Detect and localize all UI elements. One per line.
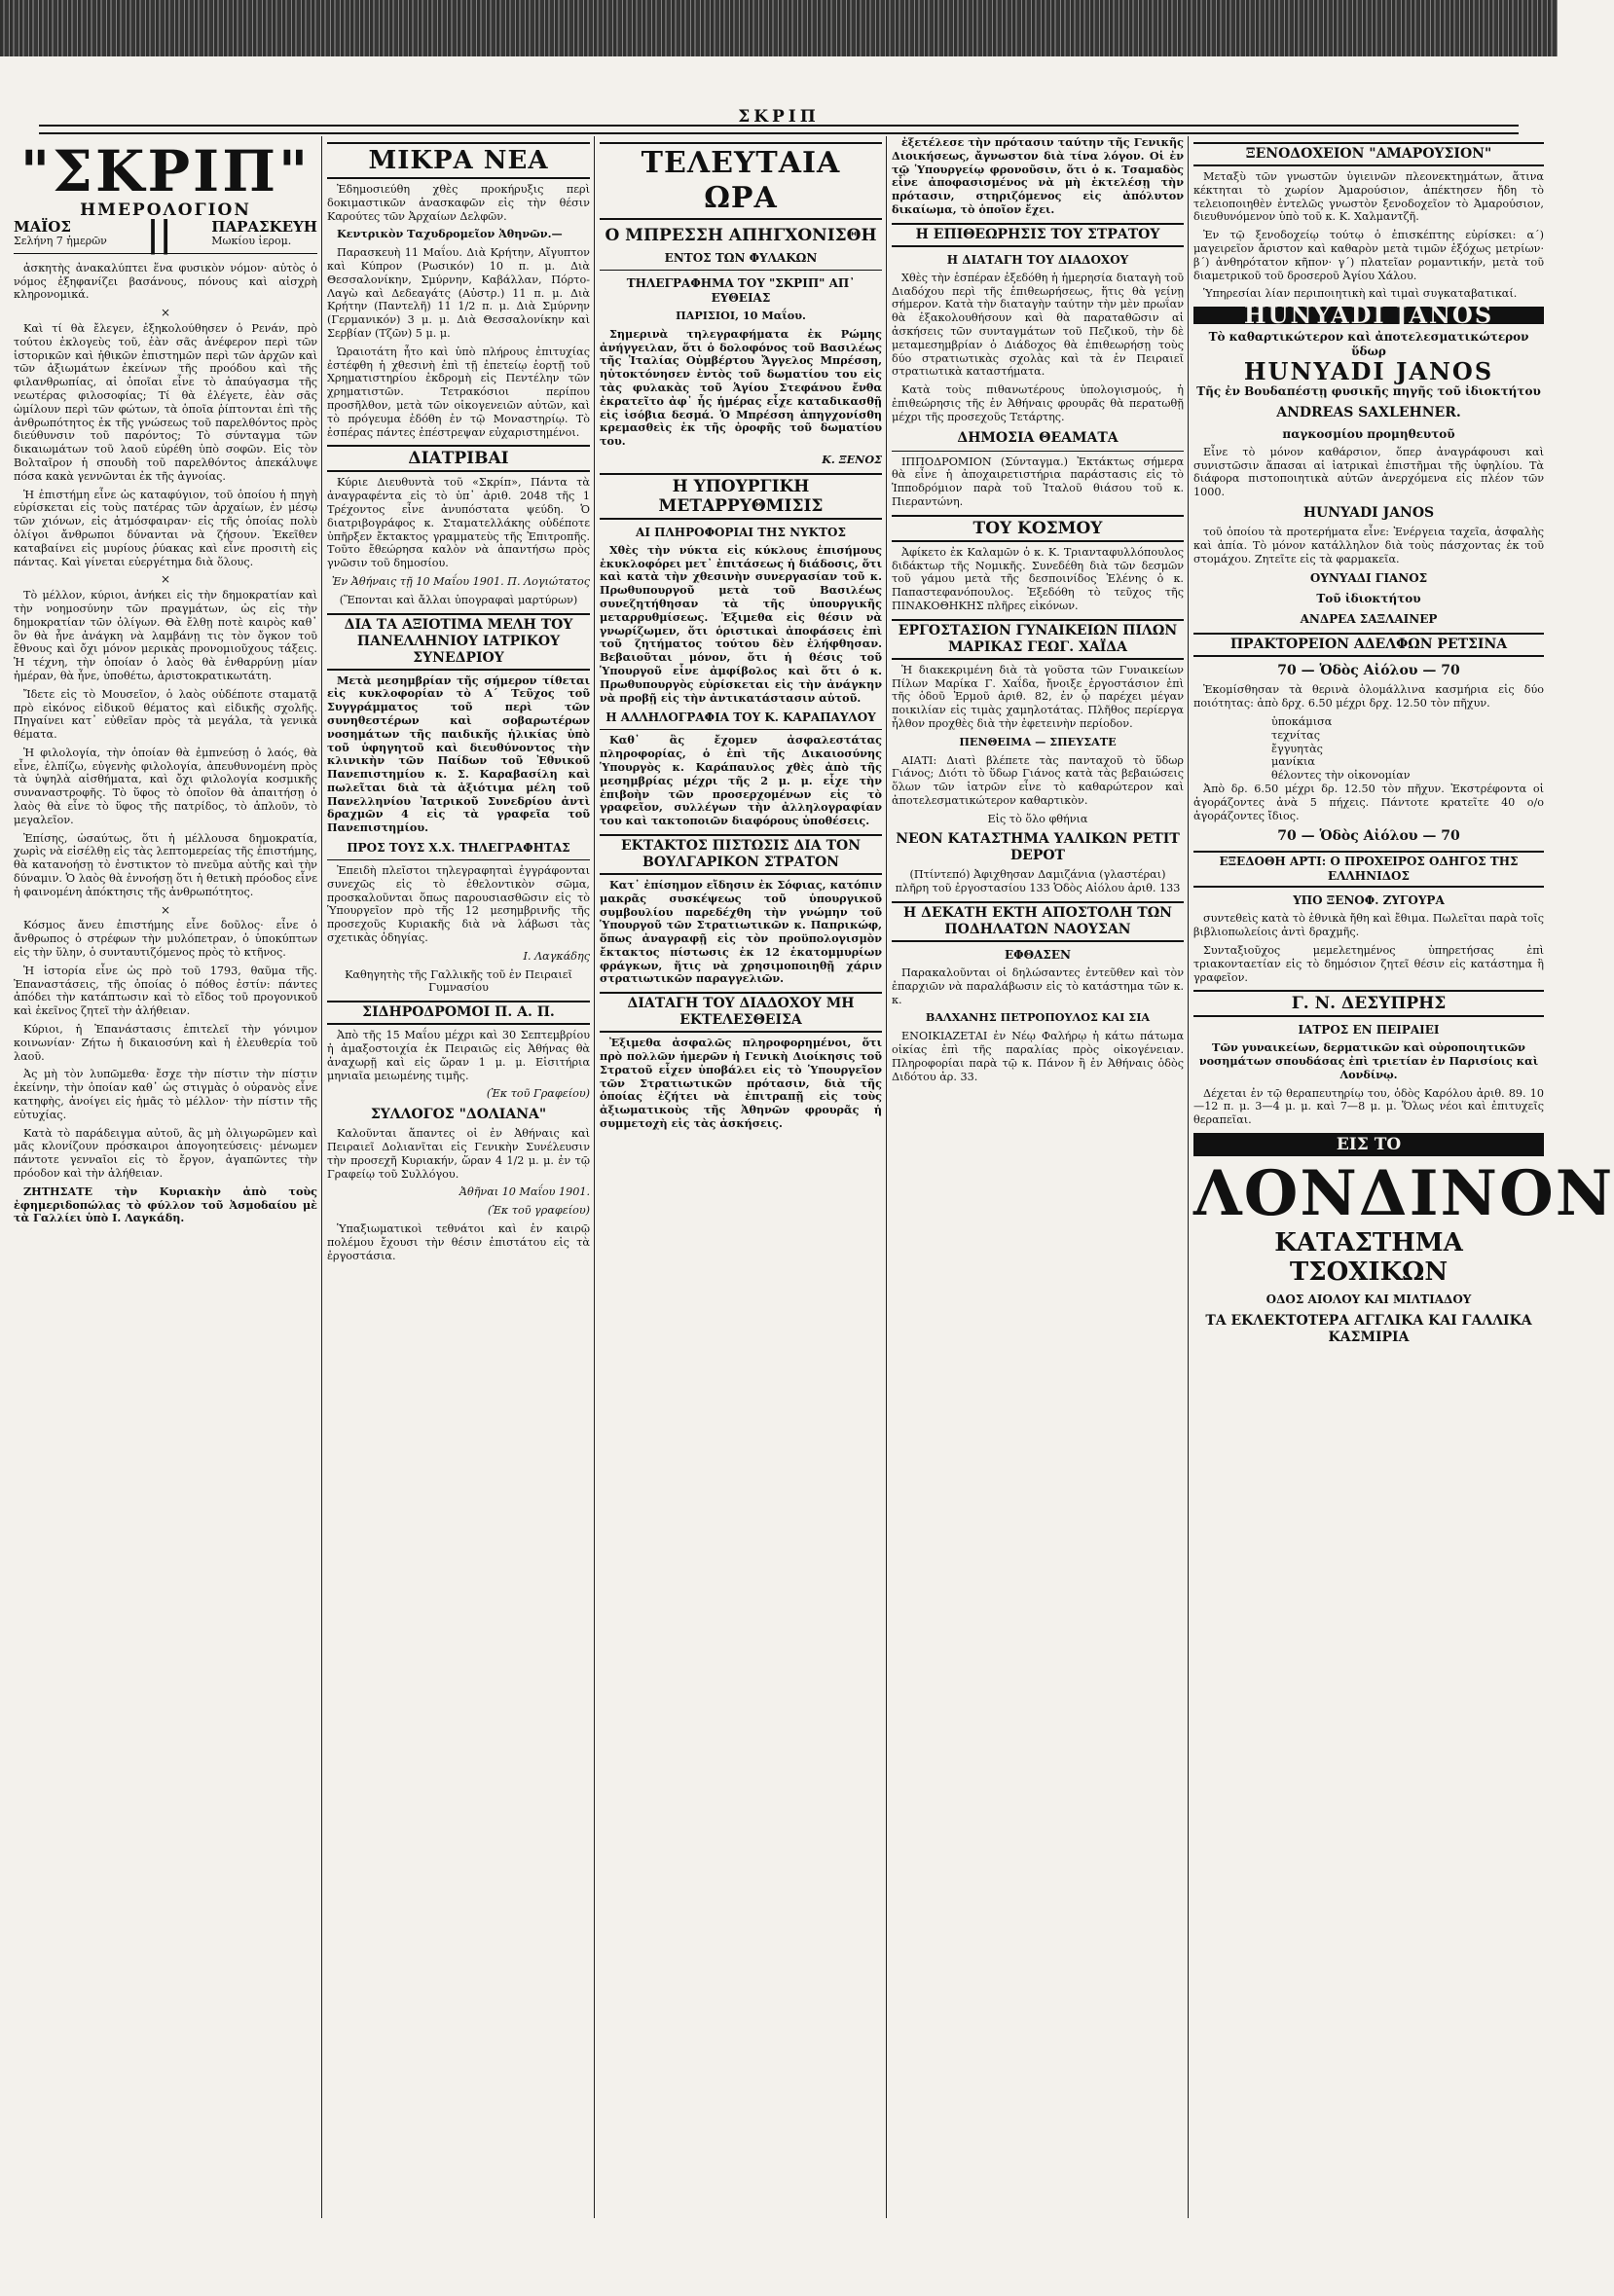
- ad-body: Ὑπηρεσίαι λίαν περιποιητικὴ καὶ τιμαὶ συγκαταβατικαί.: [1203, 287, 1518, 301]
- article-body: Ἀφίκετο ἐκ Καλαμῶν ὁ κ. Κ. Τριανταφυλλόπουλος διδάκτωρ τῆς Νομικῆς. Συνεδέθη διὰ τῶν δεσμῶν τοῦ γάμου μετὰ τῆς δεσποινίδος Ἑλένης ὁ κ. Παπαστεφανόπουλος. Ἐξεδόθη τὸ τεῦχος τῆς ΠΙΝΑΚΟΘΗΚΗΣ πλῆρες εἰκόνων.: [892, 545, 1184, 612]
- page-label: ΣΚΡΙΠ: [738, 107, 820, 127]
- article-paragraph: Ἡ ἐπιστήμη εἶνε ὡς καταφύγιον, τοῦ ὁποίου ἡ πηγὴ εὑρίσκεται εἰς τοὺς πατέρας τῶν ἀρχαίων, ἐν μέσῳ τῶν χιόνων, εἰς ἀτμόσφαιραν· εἰς τῆς ὁποίας πολὺ ὀλίγοι ἄνθρωποι δύνανται νὰ ζήσουν. Ἐκεῖθεν καταβαίνει εἰς μυρίους ῥύακας καὶ εἶνε προσιτὴ εἰς πάντας. Καὶ γίνεται εὐεργέτημα διὰ ὅλους.: [14, 488, 317, 568]
- column-5: [1193, 136, 1614, 2228]
- headline: Η ΕΠΙΘΕΩΡΗΣΙΣ ΤΟΥ ΣΤΡΑΤΟΥ: [892, 223, 1184, 247]
- article-paragraph: Κύριοι, ἡ Ἐπανάστασις ἐπιτελεῖ τὴν γόνιμον κοινωνίαν· Ζήτω ἡ δικαιοσύνη καὶ ἡ ἐλευθερία τοῦ λαοῦ.: [14, 1023, 317, 1063]
- headline: Ο ΜΠΡΕΣΣΗ ΑΠΗΓΧΟΝΙΣΘΗ: [605, 226, 877, 245]
- almanac-day-number: ||: [146, 213, 172, 255]
- ad-body: Ἐν τῷ ξενοδοχείῳ τούτῳ ὁ ἐπισκέπτης εὑρίσκει: α´) μαγειρεῖον ἄριστον καὶ καθαρὸν μετὰ τιμῶν ἐξόχως μετρίων· β´) ἀνθηρότατον κῆπον· γ´) πλατεῖαν ρομαντικήν, μετὰ τοῦ διαμετρικοῦ τοῦ δροσεροῦ Ἀγίου Χάλου.: [1193, 229, 1544, 282]
- headline: ΕΡΓΟΣΤΑΣΙΟΝ ΓΥΝΑΙΚΕΙΩΝ ΠΙΛΩΝ ΜΑΡΙΚΑΣ ΓΕΩΓ. ΧΑΪΔΑ: [892, 619, 1184, 660]
- section-divider: ×: [160, 306, 171, 320]
- news-item: Ἀπὸ τῆς 15 Μαΐου μέχρι καὶ 30 Σεπτεμβρίου ἡ ἀμαξοστοιχία ἐκ Πειραιῶς εἰς Ἀθήνας θὰ ἀναχωρῇ καὶ εἰς ὥραν 1 μ. μ. Εἰσιτήρια μηνιαῖα μειωμένης τιμῆς.: [327, 1029, 590, 1082]
- signature: (Ἐκ τοῦ Γραφείου): [486, 1087, 590, 1101]
- ad-headline: HUNYADI JANOS: [1193, 307, 1544, 324]
- article-paragraph: Κόσμος ἄνευ ἐπιστήμης εἶνε δοῦλος· εἶνε ὁ ἄνθρωπος ὁ στρέφων τὴν μυλόπετραν, ὁ ὑποκύπτων εἰς τὴν ὕλην, ὁ συνταυτιζόμενος πρὸς τὸ κτῆνος.: [14, 919, 317, 960]
- signature: (Ἐκ τοῦ γραφείου): [487, 1204, 590, 1218]
- section-title: ΠΡΟΣ ΤΟΥΣ Χ.Χ. ΤΗΛΕΓΡΑΦΗΤΑΣ: [327, 841, 590, 860]
- ad-body: Δέχεται ἐν τῷ θεραπευτηρίῳ του, ὁδὸς Καρόλου ἀριθ. 89. 10—12 π. μ. 3—4 μ. μ. καὶ 7—8 μ. μ. Ὅλως νέοι καὶ ἐπιτυχεῖς θεραπεῖαι.: [1193, 1086, 1544, 1127]
- ad-signature: Τοῦ ἰδιοκτήτου: [1316, 592, 1421, 606]
- calendar-heading: ΗΜΕΡΟΛΟΓΙΟΝ: [80, 200, 251, 220]
- news-item: Ἐπειδὴ πλεῖστοι τηλεγραφηταὶ ἐγγράφονται συνεχῶς εἰς τὸ ἐθελοντικὸν σῶμα, προσκαλοῦνται ὅπως παρουσιασθῶσιν εἰς τὸ Ὑπουργεῖον πρὸ τῆς 12 μεσημβρινῆς τῆς προσεχοῦς Κυριακῆς διὰ νὰ λάβωσι τὰς σχετικὰς ὁδηγίας.: [327, 864, 590, 945]
- section-title: ΔΙΑ ΤΑ ΑΞΙΟΤΙΜΑ ΜΕΛΗ ΤΟΥ ΠΑΝΕΛΛΗΝΙΟΥ ΙΑΤΡΙΚΟΥ ΣΥΝΕΔΡΙΟΥ: [327, 613, 590, 671]
- ad-subheadline: ΕΦΘΑΣΕΝ: [1005, 948, 1071, 963]
- headline: ΔΙΑΤΑΓΗ ΤΟΥ ΔΙΑΔΟΧΟΥ ΜΗ ΕΚΤΕΛΕΣΘΕΙΣΑ: [600, 992, 882, 1033]
- signature: Ι. Λαγκάδης: [523, 949, 590, 963]
- ad-address: 70 — Ὁδὸς Αἰόλου — 70: [1277, 663, 1460, 679]
- ad-headline: HUNYADI JANOS: [1302, 504, 1435, 521]
- article-paragraph: Κατὰ τὸ παράδειγμα αὐτοῦ, ἂς μὴ ὀλιγωρῶμεν καὶ μᾶς κλονίζουν πρόσκαιροι ἀπογοητεύσεις· μένωμεν πάντοτε γενναῖοι εἰς τὸ ἔργον, ἀγαπῶντες τὴν πρόοδον καὶ τὴν ἀλήθειαν.: [14, 1126, 317, 1180]
- news-item: Κύριε Διευθυντὰ τοῦ «Σκρίπ», Πάντα τὰ ἀναγραφέντα εἰς τὸ ὑπ᾽ ἀριθ. 2048 τῆς 1 Τρέχοντος εἶνε ἀνυπόστατα ψεύδη. Ὁ διατριβογράφος κ. Σταματελλάκης οὐδέποτε ὑπῆρξεν ἔκτακτος γραμματεὺς τῆς Ἐπιτροπῆς. Τοῦτο ἔθεώρησα καλὸν νὰ ἀπαντήσω πρὸς γνῶσιν τοῦ δημοσίου.: [327, 476, 590, 570]
- ad-body: (Πτίντεπό) Ἀφιχθησαν Δαμιζάνια (γλαστέραι) πλῆρη τοῦ ἐργοστασίου 133 Ὁδὸς Αἰόλου ἀριθ. 133: [895, 868, 1181, 895]
- ad-headline: Γ. Ν. ΔΕΣΥΠΡΗΣ: [1193, 990, 1544, 1017]
- ad-intro: Εἰς τὸ ὅλο φθήνια: [987, 812, 1088, 825]
- ad-signature: ΟΥΝΥΑΔΙ ΓΙΑΝΟΣ: [1309, 571, 1428, 586]
- subheadline: ΕΝΤΟΣ ΤΩΝ ΦΥΛΑΚΩΝ: [600, 251, 882, 271]
- article-body: ΑΙΑΤΙ: Διατὶ βλέπετε τὰς πανταχοῦ τὸ ὕδωρ Γιάνος; Διότι τὸ ὕδωρ Γιάνος κατὰ τὰς βεβαιώσεις ὅλων τῶν ἰατρῶν εἶνε τὸ καθαρώτερον καὶ ἀποτελεσματικώτερον καθαρτικὸν.: [892, 753, 1184, 807]
- ad-owner: ANDREAS SAXLEHNER.: [1276, 404, 1461, 420]
- ad-body: Εἶνε τὸ μόνον καθάρσιον, ὅπερ ἀναγράφουσι καὶ συνιστῶσιν ἅπασαι αἱ ἰατρικαὶ ἐπιστῆμαι τῆς ὑφηλίου. Τὰ διάφορα πιστοποιητικὰ αὐτῶν ἀνερχόμενα εἰς πλέον τῶν 1000.: [1193, 445, 1544, 499]
- ad-tagline: ΒΑΛΧΑΝΗΣ ΠΕΤΡΟΠΟΥΛΟΣ ΚΑΙ ΣΙΑ: [925, 1010, 1151, 1025]
- ad-body: ΕΝΟΙΚΙΑΖΕΤΑΙ ἐν Νέῳ Φαλήρῳ ἡ κάτω πάτωμα οἰκίας ἐπὶ τῆς παραλίας πρὸς οἰκογένειαν. Πληροφορίαι παρὰ τῷ κ. Πάνον ἢ ἐν Ἀθήναις ὁδὸς Διδότου ἀρ. 33.: [892, 1030, 1184, 1083]
- ad-body: Παρακαλοῦνται οἱ δηλώσαντες ἐντεῦθεν καὶ τὸν ἐπαρχιῶν νὰ παραλάβωσιν εἰς τὸ κατάστημα τῶν κ. κ.: [892, 966, 1184, 1006]
- news-item: Ὑπαξιωματικοὶ τεθνάτοι καὶ ἐν καιρῷ πολέμου ἔχουσι τὴν θέσιν ἐπιστάτου εἰς τὰ ἐργοστάσια.: [327, 1222, 590, 1262]
- signature-note: (Ἕπονται καὶ ἄλλαι ὑπογραφαὶ μαρτύρων): [339, 593, 578, 606]
- ad-london-title: ΛΟΝΔΙΝΟΝ: [1193, 1157, 1614, 1231]
- section-divider: ×: [160, 572, 171, 587]
- ad-body: τοῦ ὁποίου τὰ προτερήματα εἶνε: Ἐνέργεια ταχεῖα, ἀσφαλὴς καὶ ἀπία. Τὸ μόνον κατάλληλον διὰ τοὺς πάσχοντας ἐκ τοῦ στομάχου. Ζητεῖτε εἰς τὰ φαρμακεῖα.: [1193, 525, 1544, 565]
- ad-headline: ΞΕΝΟΔΟΧΕΙΟΝ "ΑΜΑΡΟΥΣΙΟΝ": [1193, 142, 1544, 166]
- column-divider: [1188, 136, 1189, 2218]
- column-2: [327, 136, 590, 2228]
- ad-signature: ΑΝΔΡΕΑ ΣΑΞΛΑΙΝΕΡ: [1300, 612, 1438, 627]
- almanac-month: ΜΑΪΟΣ: [14, 218, 71, 236]
- ad-body: Ἐκομίσθησαν τὰ θερινὰ ὁλομάλλινα κασμήρια εἰς δύο ποιότητας: ἀπὸ δρχ. 6.50 μέχρι δρχ. 12.50 τὸν πῆχυν.: [1193, 683, 1544, 711]
- article-paragraph: ἀσκητὴς ἀνακαλύπτει ἕνα φυσικὸν νόμον· αὐτὸς ὁ νόμος ἐξηφανίζει βασάνους, πόνους καὶ αἰσχρὴ κληρονομικά.: [14, 261, 317, 302]
- headline: ΔΗΜΟΣΙΑ ΘΕΑΜΑΤΑ: [892, 430, 1184, 452]
- news-item: Παρασκευὴ 11 Μαΐου. Διὰ Κρήτην, Αἴγυπτον καὶ Κύπρον (Ρωσικόν) 10 π. μ. Διὰ Θεσσαλονίκην, Σμύρνην, Καβάλλαν, Πόρτο-Λαγὼ καὶ Δεδεαγάτς (Αὐστρ.) 11 π. μ. Διὰ Κρήτην (Παντελῆ) 11 1/2 π. μ. Διὰ Σμύρνην (Γερμανικόν) 3 μ. μ. Διὰ Θεσσαλονίκην καὶ Σερβίαν (Τζῶν) 5 μ. μ.: [327, 246, 590, 340]
- section-title: ΤΕΛΕΥΤΑΙΑ ΩΡΑ: [600, 142, 882, 220]
- ad-list-item: ἔγγυητὰς: [1271, 742, 1323, 755]
- article-body: Χθὲς τὴν ἑσπέραν ἐξεδόθη ἡ ἡμερησία διαταγὴ τοῦ Διαδόχου περὶ τῆς ἐπιθεωρήσεως, ἥτις θὰ γείνῃ σήμερον. Κατὰ τὴν διαταγὴν ταύτην τὴν μὲν πρωΐαν θὰ ἐξακολουθήσουν καὶ θὰ παραταθῶσιν αἱ ἀσκήσεις τῶν συνταγμάτων τοῦ Πεζικοῦ, τὴν δὲ μεταμεσημβρίαν ὁ Διάδοχος θὰ ἐπιθεωρήσῃ τοὺς δύο στρατιωτικὰς σχολὰς καὶ τὰ ἐν Πειραιεῖ στρατιωτικὰ καταστήματα.: [892, 271, 1184, 379]
- ad-headline: ΕΞΕΔΟΘΗ ΑΡΤΙ: Ο ΠΡΟΧΕΙΡΟΣ ΟΔΗΓΟΣ ΤΗΣ ΕΛΛΗΝΙΔΟΣ: [1193, 851, 1544, 888]
- ad-tagline: ΤΑ ΕΚΛΕΚΤΟΤΕΡΑ ΑΓΓΛΙΚΑ ΚΑΙ ΓΑΛΛΙΚΑ ΚΑΣΜΙΡΙΑ: [1205, 1313, 1532, 1346]
- ad-subheadline: ΙΑΤΡΟΣ ΕΝ ΠΕΙΡΑΙΕΙ: [1298, 1023, 1440, 1038]
- article-body: Κατ᾽ ἐπίσημον εἴδησιν ἐκ Σόφιας, κατόπιν μακρᾶς συσκέψεως τοῦ ὑπουργικοῦ συμβουλίου παρεδέχθη τὴν γνώμην τοῦ Ὑπουργοῦ τῶν Στρατιωτικῶν κ. Παπρικώφ, ὅπως ἀναγραφῇ εἰς τὸν προϋπολογισμὸν ἔκτακτος πίστωσις ἐκ 12 ἑκατομμυρίων φράγκων, ἥτις νὰ χρησιμοποιηθῇ χάριν στρατιωτικῶν παραγγελιῶν.: [600, 877, 882, 986]
- scan-top-band: [0, 0, 1558, 56]
- ad-body: Τῶν γυναικείων, δερματικῶν καὶ οὐροποιητικῶν νοσημάτων σπουδάσας ἐπὶ τριετίαν ἐν Παρισίοις καὶ Λονδίνῳ.: [1198, 1040, 1539, 1081]
- article-paragraph: Ἡ φιλολογία, τὴν ὁποίαν θὰ ἐμπνεύσῃ ὁ λαός, θὰ εἶνε, ἐλπίζω, εὐγενὴς φιλολογία, ἀπευθυνομένη πρὸς τὰ ὑψηλὰ αἰσθήματα, καὶ ὄχι φιλολογία κοσμικῆς συναναστροφῆς. Τὸ ὕφος τὸ ὁποῖον θὰ ἀπαιτήσῃ ὁ λαὸς θὰ εἶνε τὸ ὕφος τῆς πατρίδος, τὸ ἁπλοῦν, τὸ μεγαλεῖον.: [14, 746, 317, 826]
- ad-list-item: μανίκια: [1271, 755, 1315, 769]
- article-paragraph: Καὶ τί θὰ ἔλεγεν, ἐξηκολούθησεν ὁ Ρενάν, πρὸ τούτου ἐκλογεὺς τοῦ, ἐὰν σᾶς ἀνέφερον περὶ τῶν ἱστορικῶν καὶ ἠθικῶν ἐπιστημῶν περὶ τῶν ἀρχῶν καὶ τῶν ἀξιωμάτων ἐκείνων τῆς προόδου καὶ τῆς φιλανθρωπίας, αἱ ὁποῖαι εἶνε τὸ ἀπαύγασμα τῆς νεωτέρας φιλοσοφίας; Τί θὰ ἐλέγετε, ἐὰν σᾶς ὡμίλουν περὶ τῶν φώτων, τὰ ὁποῖα ῥίπτονται ἐπὶ τῆς ἀνθρωπότητος ἐκ τῆς γνώσεως τοῦ παρελθόντος πρὸς διεύθυνσιν τοῦ παρόντος; Τὸ σύνταγμα τῶν δικαιωμάτων τοῦ λαοῦ εὑρέθη ὑπὸ σοφῶν. Εἰς τὸν Βολταῖρον ἡ σπουδὴ τοῦ παρελθόντος ἀπεκάλυψε πόσα κακὰ γεννῶνται ἐκ τῆς ἀγνοίας.: [14, 321, 317, 483]
- news-item: Μετὰ μεσημβρίαν τῆς σήμερον τίθεται εἰς κυκλοφορίαν τὸ Α´ Τεῦχος τοῦ Συγγράμματος τοῦ περὶ τῶν συνηθεστέρων καὶ σοβαρωτέρων νοσημάτων τῆς παιδικῆς ἡλικίας ὑπὸ τοῦ ὑφηγητοῦ καὶ διευθύνοντος τὴν κλινικὴν τῶν Παίδων τοῦ Ἐθνικοῦ Πανεπιστημίου κ. Σ. Καραβασίλη καὶ πωλεῖται διὰ τὰ ἀξιότιμα μέλη τοῦ Πανελληνίου Ἰατρικοῦ Συνεδρίου ἀντὶ δραχμῶν 4 εἰς τὰ γραφεῖα τοῦ Πανεπιστημίου.: [327, 673, 590, 835]
- section-title: ΔΙΑΤΡΙΒΑΙ: [327, 445, 590, 472]
- news-item: Ὡραιοτάτη ἦτο καὶ ὑπὸ πλήρους ἐπιτυχίας ἐστέφθη ἡ χθεσινὴ ἐπὶ τῇ ἐπετείῳ ἑορτῇ τοῦ Χρηματιστηρίου ἐκδρομὴ εἰς Πεντέλην τῶν χρηματιστῶν. Τετρακόσιοι περίπου προσῆλθον, μετὰ τῶν οἰκογενειῶν αὐτῶν, καὶ τὸ πρόγευμα ἐδόθη ἐν τῷ Μοναστηρίῳ. Τὸ ἐσπέρας πάντες ἐπέστρεψαν εὐχαριστημένοι.: [327, 345, 590, 439]
- headline: Η ΑΛΛΗΛΟΓΡΑΦΙΑ ΤΟΥ Κ. ΚΑΡΑΠΑΥΛΟΥ: [600, 711, 882, 730]
- column-divider: [321, 136, 322, 2218]
- article-body: Χθὲς τὴν νύκτα εἰς κύκλους ἐπισήμους ἐκυκλοφόρει μετ᾽ ἐπιτάσεως ἡ διάδοσις, ὅτι καὶ κατὰ τὴν χθεσινὴν συνεργασίαν τοῦ κ. Πρωθυπουργοῦ μετὰ τοῦ Βασιλέως συνεζητήθησαν τὰ τῆς ὑπουργικῆς μεταρρυθμίσεως. Ἐξιμεθα εἰς θέσιν νὰ γνωρίζωμεν, ὅτι ὁριστικαὶ ἀποφάσεις ἐπὶ τοῦ ζητήματος τούτου δὲν ἐλήφθησαν. Βεβαιοῦται μόνον, ὅτι ἡ θέσις τοῦ Ὑπουργοῦ εἶνε ἀμφίβολος καὶ ὅτι ὁ κ. Πρωθυπουργὸς εὑρίσκεται εἰς τὴν ἀνάγκην νὰ προβῇ εἰς τὴν ἀντικατάστασιν αὐτοῦ.: [600, 542, 882, 705]
- ad-list-item: τεχνίτας: [1271, 728, 1320, 742]
- signature: Κ. ΞΕΝΟΣ: [822, 452, 882, 466]
- subheadline: Η ΔΙΑΤΑΓΗ ΤΟΥ ΔΙΑΔΟΧΟΥ: [946, 252, 1129, 267]
- ad-headline: ΠΡΑΚΤΟΡΕΙΟΝ ΑΔΕΛΦΩΝ ΡΕΤΣΙΝΑ: [1193, 633, 1544, 657]
- column-divider: [886, 136, 887, 2218]
- signature-note: Καθηγητὴς τῆς Γαλλικῆς τοῦ ἐν Πειραιεῖ Γυμνασίου: [345, 967, 572, 995]
- signature: Ἐν Ἀθήναις τῇ 10 Μαΐου 1901. Π. Λογιώτατος: [331, 574, 590, 588]
- headline: ΤΟΥ ΚΟΣΜΟΥ: [892, 515, 1184, 542]
- ad-headline: Η ΔΕΚΑΤΗ ΕΚΤΗ ΑΠΟΣΤΟΛΗ ΤΩΝ ΠΟΔΗΛΑΤΩΝ ΝΑΟΥΣΑΝ: [892, 901, 1184, 942]
- article-paragraph: Ἡ ἱστορία εἶνε ὡς πρὸ τοῦ 1793, θαῦμα τῆς. Ἐπαναστάσεις, τῆς ὁποίας ὁ πόθος ἐστίν: πάντες ἀπόδει τὴν κατάπτωσιν καὶ τὸ εἴδος τοῦ προγονικοῦ καὶ ἐκεῖνος ζητεῖ τὴν ἀλήθειαν.: [14, 964, 317, 1018]
- almanac-day: ΠΑΡΑΣΚΕΥΗ: [211, 218, 317, 236]
- section-title: ΜΙΚΡΑ ΝΕΑ: [327, 142, 590, 179]
- page-rule: [39, 125, 1519, 134]
- almanac-box: [14, 213, 317, 255]
- ad-subheadline: Τὸ καθαρτικώτερον καὶ ἀποτελεσματικώτερον ὕδωρ: [1208, 329, 1529, 358]
- article-body: ἐξετέλεσε τὴν πρότασιν ταύτην τῆς Γενικῆς Διοικήσεως, ἄγνωστον διὰ τίνα λόγον. Οἱ ἐν τῷ Ὑπουργείῳ φρονοῦσιν, ὅτι ὁ κ. Τσαμαδὸς εἶνε ἀποφασισμένος νὰ μὴ ἐκτελέσῃ τὴν πρότασιν, στηριζόμενος εἰς ἀπόλυτον δικαίωμα, τὸ ὁποῖον ἔχει.: [892, 135, 1184, 216]
- ad-subheadline: ΥΠΟ ΞΕΝΟΦ. ΖΥΓΟΥΡΑ: [1293, 893, 1445, 908]
- almanac-saint: Μωκίου ἱερομ.: [211, 234, 292, 247]
- ad-body: Ἀπὸ δρ. 6.50 μέχρι δρ. 12.50 τὸν πῆχυν. Ἐκστρέφοντα οἱ ἀγοράζοντες ἀνὰ 5 πήχεις. Πάντοτε κρατεῖτε 40 ο/ο ἀγοράζοντες ἴδιος.: [1193, 782, 1544, 822]
- telegram-line: ΤΗΛΕΓΡΑΦΗΜΑ ΤΟΥ "ΣΚΡΙΠ" ΑΠ᾽ ΕΥΘΕΙΑΣ: [626, 276, 856, 305]
- article-body: ΙΠΠΟΔΡΟΜΙΟΝ (Σύνταγμα.) Ἐκτάκτως σήμερα θὰ εἶνε ἡ ἀποχαιρετιστήρια παράστασις εἰς τὸ Ἱπποδρόμιον παρὰ τοῦ Ἰταλοῦ θιάσου τοῦ κ. Πιεραντώνη.: [892, 455, 1184, 508]
- ad-body: Συνταξιοῦχος μεμελετημένος ὑπηρετήσας ἐπὶ τριακονταετίαν εἰς τὸ δημόσιον ζητεῖ θέσιν εἰς κατάστημα ἢ γραφεῖον.: [1193, 943, 1544, 984]
- dateline: ΠΑΡΙΣΙΟΙ, 10 Μαΐου.: [676, 309, 806, 322]
- subheadline: ΑΙ ΠΛΗΡΟΦΟΡΙΑΙ ΤΗΣ ΝΥΚΤΟΣ: [636, 525, 846, 539]
- ad-body: συντεθεὶς κατὰ τὸ ἐθνικὰ ἤθη καὶ ἔθιμα. Πωλεῖται παρὰ τοῖς βιβλιοπωλείοις ἀντὶ δραχμῆς.: [1193, 912, 1544, 939]
- column-3: [600, 136, 882, 2228]
- headline: ΕΚΤΑΚΤΟΣ ΠΙΣΤΩΣΙΣ ΔΙΑ ΤΟΝ ΒΟΥΛΓΑΡΙΚΟΝ ΣΤΡΑΤΟΝ: [600, 834, 882, 875]
- notice-paragraph: ΖΗΤΗΣΑΤΕ τὴν Κυριακὴν ἀπὸ τοὺς ἐφημεριδοπώλας τὸ φύλλον τοῦ Ἀσμοδαίου μὲ τὰ Γαλλίει ὑπὸ Ι. Λαγκάδη.: [14, 1184, 317, 1225]
- ad-list: [1193, 715, 1544, 783]
- section-title: ΣΙΔΗΡΟΔΡΟΜΟΙ Π. Α. Π.: [327, 1001, 590, 1025]
- newspaper-brand: "ΣΚΡΙΠ": [19, 138, 312, 204]
- news-item: Ἐδημοσιεύθη χθὲς προκήρυξις περὶ δοκιμαστικῶν ἀνασκαφῶν εἰς τὴν θέσιν Καρούτες τῶν Ἀρχαίων Δελφῶν.: [327, 183, 590, 223]
- article-paragraph: Τὸ μέλλον, κύριοι, ἀνήκει εἰς τὴν δημοκρατίαν καὶ τὴν νοημοσύνην τῶν πραγμάτων, ὡς εἰς τὴν δημοκρατίαν τῶν ὀλίγων. Θὰ ἔλθῃ ποτὲ καιρὸς καθ᾽ ὃν θὰ ἦνε ἀνάγκη νὰ λαμβάνῃ τις τὸν ὄγκον τοῦ ἔθνους καὶ ὄχι μόνον μερικὰς προνομιοῦχους τάξεις. Ἡ τέχνη, τὴν ὁποίαν ὁ λαὸς θὰ ἐνθαρρύνῃ μίαν ἡμέραν, θὰ ἦνε, ὑποθέτω, ἀριστοκρατικωτάτη.: [14, 589, 317, 682]
- article-paragraph: Ἀς μὴ τὸν λυπῶμεθα· ἔσχε τὴν πίστιν τὴν πίστιν ἐκείνην, τὴν ὁποίαν καθ᾽ ὡς στιγμὰς ὁ οὐρανὸς εἶνε κατηφὴς, ἀνοίγει εἰς ἡμᾶς τὸ μέλλον· τὴν πίστιν τῆς εὐτυχίας.: [14, 1068, 317, 1121]
- section-title: ΣΥΛΛΟΓΟΣ "ΔΟΛΙΑΝΑ": [370, 1107, 547, 1123]
- ad-subheadline: παγκοσμίου προμηθευτοῦ: [1282, 426, 1455, 441]
- news-item: Καλοῦνται ἅπαντες οἱ ἐν Ἀθήναις καὶ Πειραιεῖ Δολιανῖται εἰς Γενικὴν Συνέλευσιν τὴν προσεχῆ Κυριακήν, ὥραν 4 1/2 μ. μ. ἐν τῷ Γραφείῳ τοῦ Συλλόγου.: [327, 1127, 590, 1181]
- ad-address: ΟΔΟΣ ΑΙΟΛΟΥ ΚΑΙ ΜΙΛΤΙΑΔΟΥ: [1266, 1293, 1472, 1307]
- ad-shop-title: ΚΑΤΑΣΤΗΜΑ ΤΣΟΧΙΚΩΝ: [1274, 1228, 1463, 1288]
- article-body: Σημερινὰ τηλεγραφήματα ἐκ Ρώμης ἀνήγγειλαν, ὅτι ὁ δολοφόνος τοῦ Βασιλέως τῆς Ἰταλίας Οὑμβέρτου Ἄγγελος Μπρέσση, ηὑτοκτόνησεν ἐντὸς τοῦ δωματίου του εἰς τὰς φυλακὰς τοῦ Ἁγίου Στεφάνου ἔνθα ἐκρατεῖτο ἀφ᾽ ἧς ἡμέρας εἶχε καταδικασθῇ εἰς ἰσόβια δεσμά. Ὁ Μπρέσση ἀπηγχονίσθη κρεμασθεὶς ἐκ τῆς ὀροφῆς τοῦ δωματίου του.: [600, 326, 882, 449]
- ad-subheadline: Τῆς ἐν Βουδαπέστῃ φυσικῆς πηγῆς τοῦ ἰδιοκτήτου: [1196, 383, 1541, 398]
- almanac-moon: Σελήνη 7 ἡμερῶν: [14, 234, 107, 247]
- article-body: Ἐξιμεθα ἀσφαλῶς πληροφορημένοι, ὅτι πρὸ πολλῶν ἡμερῶν ἡ Γενικὴ Διοίκησις τοῦ Στρατοῦ εἶχεν ὑποβάλει εἰς τὸ Ὑπουργεῖον τῶν Στρατιωτικῶν πρότασιν, διὰ τῆς ὁποίας ἐζήτει νὰ ἐπιτραπῇ εἰς τοὺς ἀξιωματικοὺς τῆς Ἀθηνῶν φρουρᾶς ἡ συμμετοχὴ εἰς τὰς ἀσκήσεις.: [600, 1036, 882, 1131]
- article-paragraph: Ἐπίσης, ὡσαύτως, ὅτι ἡ μέλλουσα δημοκρατία, χωρὶς νὰ εἰσέλθῃ εἰς τὰς λεπτομερείας τῆς ἐπιστήμης, θὰ κατανοήσῃ τὸ ἐνστικτον τὸ πνεῦμα αὐτῆς καὶ τὴν δύναμιν. Ὁ λαὸς θὰ ἐννοήσῃ ὅτι ἡ θετικὴ πρόοδος εἶνε ἡ φαινομένη ἀπόκτησις τῆς ἀνθρωπότητος.: [14, 831, 317, 898]
- section-divider: ×: [160, 902, 171, 917]
- article-paragraph: Ἴδετε εἰς τὸ Μουσεῖον, ὁ λαὸς οὐδέποτε σταματᾷ πρὸ εἰκόνος εἰδικοῦ θέματος καὶ εἰδικῆς σχολῆς. Πηγαίνει κατ᾽ εὐθεῖαν πρὸς τὰ μεγάλα, τὰ γενικὰ θέματα.: [14, 687, 317, 742]
- ad-list-item: ὑποκάμισα: [1271, 714, 1333, 728]
- ad-body: Μεταξὺ τῶν γνωστῶν ὑγιεινῶν πλεονεκτημάτων, ἅτινα κέκτηται τὸ χωρίον Ἀμαρούσιον, ἀπέκτησεν ἤδη τὸ τελειοποιηθὲν ἐντελῶς γνωστὸν ξενοδοχεῖον τὸ Ἀμαρούσιον, διευθυνόμενον ὑπὸ τοῦ κ. Κ. Χαλμαντζῆ.: [1193, 170, 1544, 224]
- ad-headline: ΝΕΟΝ ΚΑΤΑΣΤΗΜΑ ΥΑΛΙΚΩΝ PETIT DEPOT: [896, 831, 1180, 864]
- ad-headline: HUNYADI JANOS: [1243, 356, 1494, 385]
- signature: Ἀθῆναι 10 Μαΐου 1901.: [459, 1185, 590, 1199]
- article-body: Ἡ διακεκριμένη διὰ τὰ γοῦστα τῶν Γυναικείων Πίλων Μαρίκα Γ. Χαΐδα, ἤνοιξε ἐργοστάσιον ἐπὶ τῆς ὁδοῦ Ἑρμοῦ ἀριθ. 82, ἐν ᾧ παρέχει μέγαν ποικιλίαν εἰς τιμὰς χαμηλοτάτας. Πλῆθος περίεργα ἦλθον προχθὲς διὰ τὴν ἐφετεινὴν περίοδον.: [892, 663, 1184, 730]
- ad-headline: ΕΙΣ ΤΟ: [1193, 1133, 1544, 1156]
- column-1: [14, 136, 317, 2228]
- headline: Η ΥΠΟΥΡΓΙΚΗ ΜΕΤΑΡΡΥΘΜΙΣΙΣ: [600, 473, 882, 520]
- news-item-heading: Κεντρικὸν Ταχυδρομεῖον Ἀθηνῶν.—: [337, 227, 563, 241]
- article-body: Κατὰ τοὺς πιθανωτέρους ὑπολογισμούς, ἡ ἐπιθεώρησις τῆς ἐν Ἀθήναις φρουρᾶς θὰ περατωθῇ μέχρι τῆς προσεχοῦς Τετάρτης.: [892, 383, 1184, 423]
- article-body: Καθ᾽ ἃς ἔχομεν ἀσφαλεστάτας πληροφορίας, ὁ ἐπὶ τῆς Δικαιοσύνης Ὑπουργὸς κ. Καράπαυλος χθὲς ἀπὸ τῆς μεσημβρίας μέχρι τῆς 2 μ. μ. εἶχε τὴν ἐπιβοὴν τῶν προσερχομένων εἰς τὸ γραφεῖον, συλλέγων τὴν ἀλληλογραφίαν του καὶ τακτοποιῶν διαφόρους ὑποθέσεις.: [600, 733, 882, 828]
- ad-list-item: θέλοντες τὴν οἰκονομίαν: [1271, 769, 1411, 783]
- ad-tagline: ΠΕΝΘΕΙΜΑ — ΣΠΕΥΣΑΤΕ: [959, 734, 1117, 748]
- column-divider: [594, 136, 595, 2218]
- column-4: [892, 136, 1184, 2228]
- ad-address: 70 — Ὁδὸς Αἰόλου — 70: [1277, 828, 1460, 845]
